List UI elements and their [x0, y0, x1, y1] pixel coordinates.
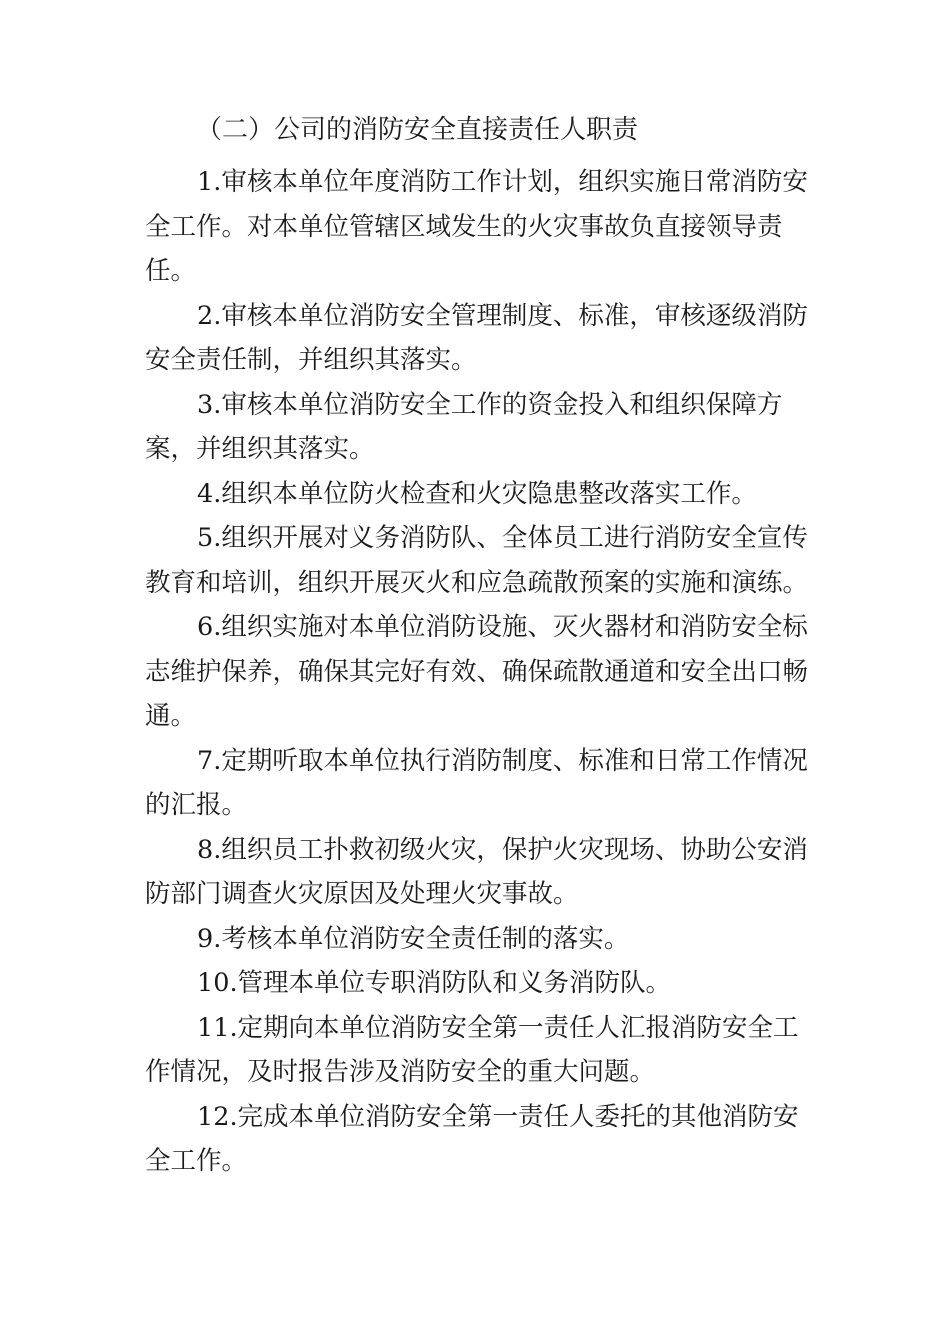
responsibility-item-4: 4.组织本单位防火检查和火灾隐患整改落实工作。	[197, 478, 757, 509]
responsibility-item-12: 12.完成本单位消防安全第一责任人委托的其他消防安 全工作。	[145, 1101, 799, 1176]
section-heading: （二）公司的消防安全直接责任人职责	[196, 115, 639, 145]
responsibility-item-10: 10.管理本单位专职消防队和义务消防队。	[197, 968, 672, 998]
responsibility-item-1: 1.审核本单位年度消防工作计划，组织实施日常消防安 全工作。对本单位管辖区域发生的火灾事故负直接领导责 任。	[145, 167, 808, 286]
responsibility-item-6: 6.组织实施对本单位消防设施、灭火器材和消防安全标 志维护保养，确保其完好有效、确保疏散通道和安全出口畅 通。	[145, 612, 809, 731]
responsibility-item-11: 11.定期向本单位消防安全第一责任人汇报消防安全工 作情况，及时报告涉及消防安全的重大问题。	[145, 1012, 799, 1087]
responsibility-item-5: 5.组织开展对义务消防队、全体员工进行消防安全宣传 教育和培训，组织开展灭火和应急疏散预案的实施和演练。	[145, 523, 809, 598]
responsibility-item-2: 2.审核本单位消防安全管理制度、标准，审核逐级消防 安全责任制，并组织其落实。	[145, 300, 808, 375]
responsibility-list	[145, 160, 821, 1184]
responsibility-item-8: 8.组织员工扑救初级火灾，保护火灾现场、协助公安消 防部门调查火灾原因及处理火灾事故。	[145, 834, 808, 909]
responsibility-item-3: 3.审核本单位消防安全工作的资金投入和组织保障方 案，并组织其落实。	[145, 389, 783, 464]
responsibility-item-7: 7.定期听取本单位执行消防制度、标准和日常工作情况 的汇报。	[145, 745, 808, 820]
responsibility-item-9: 9.考核本单位消防安全责任制的落实。	[197, 923, 630, 954]
